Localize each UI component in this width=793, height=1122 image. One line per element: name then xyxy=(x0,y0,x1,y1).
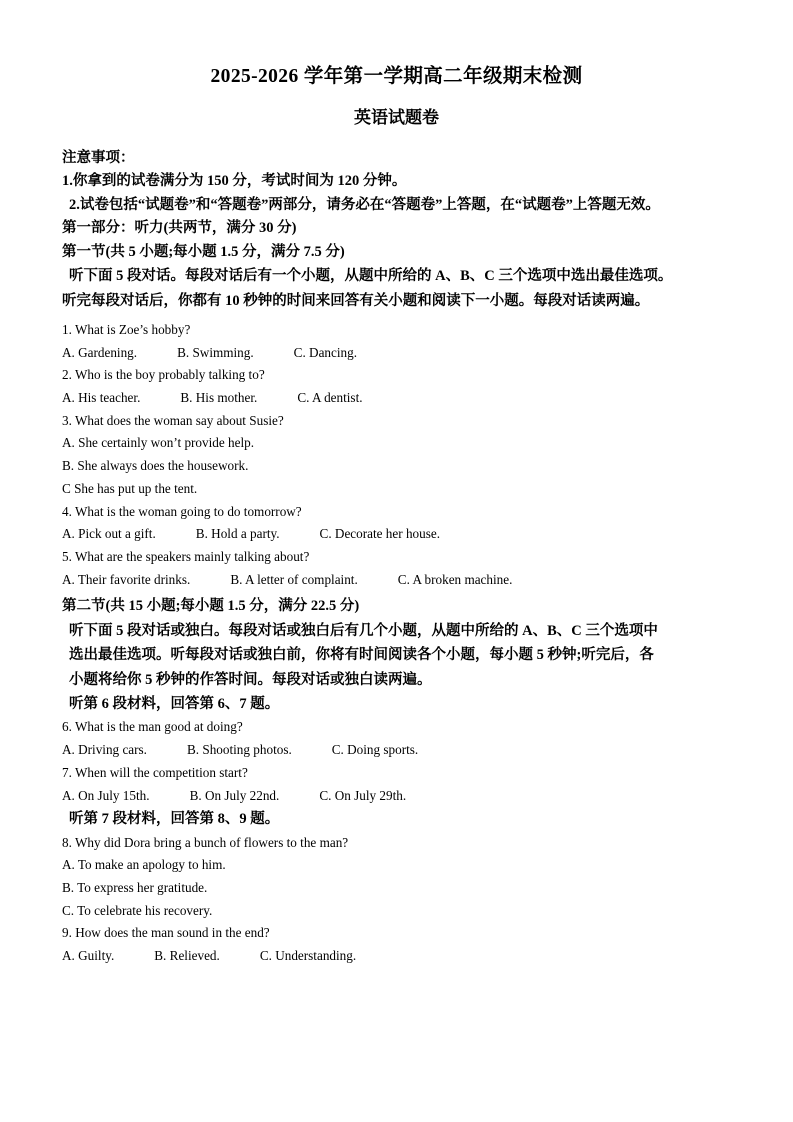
option-7-a[interactable]: A. On July 15th. xyxy=(62,787,150,803)
section-one-heading: 第一节(共 5 小题;每小题 1.5 分，满分 7.5 分) xyxy=(62,243,345,260)
question-1-options xyxy=(62,342,731,365)
part-one-heading: 第一部分：听力(共两节，满分 30 分) xyxy=(62,220,297,237)
notice-heading: 注意事项： xyxy=(62,149,135,166)
option-9-b[interactable]: B. Relieved. xyxy=(154,948,220,964)
option-2-b[interactable]: B. His mother. xyxy=(180,390,258,405)
question-9-options xyxy=(62,945,731,968)
material-heading-6-7: 听第 6 段材料，回答第 6、7 题。 xyxy=(69,696,280,713)
section-one-instruction-line1: 听下面 5 段对话。每段对话后有一个小题，从题中所给的 A、B、C 三个选项中选出最佳选项。 xyxy=(69,268,673,285)
section-two-heading: 第二节(共 15 小题;每小题 1.5 分，满分 22.5 分) xyxy=(62,598,360,615)
section-two-instruction-line1: 听下面 5 段对话或独白。每段对话或独白后有几个小题，从题中所给的 A、B、C 三个选项中 xyxy=(69,622,658,639)
question-8: 8. Why did Dora bring a bunch of flowers to the man? xyxy=(62,834,349,850)
option-9-a[interactable]: A. Guilty. xyxy=(62,948,115,964)
question-9: 9. How does the man sound in the end? xyxy=(62,925,270,941)
question-6-options xyxy=(62,739,731,762)
option-7-b[interactable]: B. On July 22nd. xyxy=(189,787,280,803)
question-7-options xyxy=(62,785,731,808)
option-4-c[interactable]: C. Decorate her house. xyxy=(319,526,441,542)
option-6-c[interactable]: C. Doing sports. xyxy=(331,742,419,758)
option-3-c[interactable]: C She has put up the tent. xyxy=(62,480,198,496)
option-3-a[interactable]: A. She certainly won’t provide help. xyxy=(62,435,255,451)
option-9-c[interactable]: C. Understanding. xyxy=(259,948,357,964)
option-4-a[interactable]: A. Pick out a gift. xyxy=(62,526,156,542)
question-1: 1. What is Zoe’s hobby? xyxy=(62,321,191,337)
option-1-b[interactable]: B. Swimming. xyxy=(177,344,254,360)
question-4: 4. What is the woman going to do tomorrow? xyxy=(62,503,302,519)
question-7: 7. When will the competition start? xyxy=(62,764,248,780)
question-2-options xyxy=(62,387,731,410)
option-1-c[interactable]: C. Dancing. xyxy=(293,344,358,360)
option-6-b[interactable]: B. Shooting photos. xyxy=(186,742,292,758)
option-5-a[interactable]: A. Their favorite drinks. xyxy=(62,571,191,587)
section-two-instruction-line3: 小题将给你 5 秒钟的作答时间。每段对话或独白读两遍。 xyxy=(69,671,432,688)
option-8-b[interactable]: B. To express her gratitude. xyxy=(62,879,208,895)
page-subtitle: 英语试题卷 xyxy=(354,108,439,128)
question-6: 6. What is the man good at doing? xyxy=(62,719,243,735)
question-3: 3. What does the woman say about Susie? xyxy=(62,412,284,428)
option-5-c[interactable]: C. A broken machine. xyxy=(397,571,513,587)
question-2: 2. Who is the boy probably talking to? xyxy=(62,367,265,383)
option-2-c[interactable]: C. A dentist. xyxy=(297,390,363,405)
question-5-options xyxy=(62,569,731,592)
option-1-a[interactable]: A. Gardening. xyxy=(62,344,138,360)
option-4-b[interactable]: B. Hold a party. xyxy=(195,526,280,542)
page-title: 2025-2026 学年第一学期高二年级期末检测 xyxy=(210,66,583,87)
notice-item-2: 2.试卷包括“试题卷”和“答题卷”两部分，请务必在“答题卷”上答题，在“试题卷”上答题无效。 xyxy=(69,196,660,213)
question-5: 5. What are the speakers mainly talking about? xyxy=(62,548,310,564)
option-8-c[interactable]: C. To celebrate his recovery. xyxy=(62,902,213,918)
notice-item-1: 1.你拿到的试卷满分为 150 分，考试时间为 120 分钟。 xyxy=(62,173,407,190)
section-two-instruction-line2: 选出最佳选项。听每段对话或独白前，你将有时间阅读各个小题，每小题 5 秒钟;听完后，各 xyxy=(69,647,654,664)
option-5-b[interactable]: B. A letter of complaint. xyxy=(230,571,358,587)
section-one-instruction-line2: 听完每段对话后，你都有 10 秒钟的时间来回答有关小题和阅读下一小题。每段对话读两遍。 xyxy=(62,292,650,309)
option-2-a[interactable]: A. His teacher. xyxy=(62,390,141,405)
option-8-a[interactable]: A. To make an apology to him. xyxy=(62,857,226,873)
option-7-c[interactable]: C. On July 29th. xyxy=(319,787,407,803)
notice-section xyxy=(62,147,731,217)
option-6-a[interactable]: A. Driving cars. xyxy=(62,742,147,758)
material-heading-7: 听第 7 段材料，回答第 8、9 题。 xyxy=(69,811,280,828)
option-3-b[interactable]: B. She always does the housework. xyxy=(62,458,249,474)
question-4-options xyxy=(62,523,731,546)
